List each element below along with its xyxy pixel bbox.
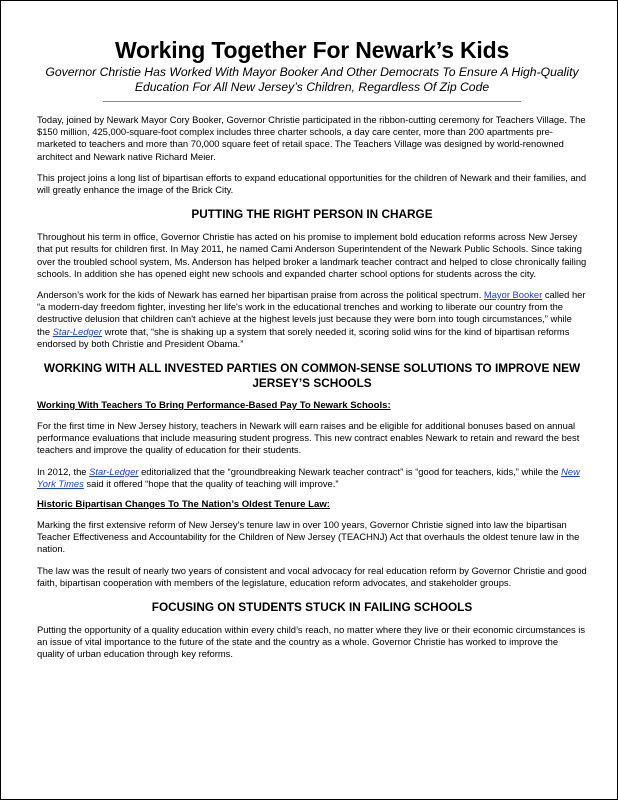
- document-subtitle: [37, 65, 587, 95]
- subtitle-line-1: Governor Christie Has Worked With Mayor Booker And Other Democrats To Ensure A High-Quality: [45, 65, 579, 79]
- section3-paragraph-1: Putting the opportunity of a quality education within every child’s reach, no matter where they live or their economic circumstances is an issue of vital importance to the future of the state and the country as a whole. Governor Christie has worked to improve the quality of urban education through key reforms.: [37, 624, 586, 660]
- subheading-tenure-law: Historic Bipartisan Changes To The Nation’s Oldest Tenure Law:: [37, 499, 331, 511]
- document-title: Working Together For Newark’s Kids: [114, 37, 510, 63]
- new-york-times-link[interactable]: New York Times: [37, 465, 580, 489]
- intro-paragraph-2: This project joins a long list of bipartisan efforts to expand educational opportunities for the children of Newark and their families, and will greatly enhance the image of the Brick City.: [37, 171, 587, 196]
- section2-paragraph-3: Marking the first extensive reform of New Jersey’s tenure law in over 100 years, Governor Christie signed into law the bipartisan Teacher Effectiveness and Accountability for the Children of New Jersey (TEACHNJ) Act that overhauls the oldest tenure law in the nation.: [37, 519, 580, 555]
- section1-paragraph-2: [37, 289, 587, 350]
- section2-paragraph-2: [37, 466, 587, 490]
- section2-paragraph-1: For the first time in New Jersey history, teachers in Newark will earn raises and be eligible for additional bonuses based on annual performance evaluations that include measuring student progress. This new contract enables Newark to retain and reward the best teachers and improve the quality of education for their students.: [37, 420, 580, 456]
- section1-p2-text-a: Anderson’s work for the kids of Newark has earned her bipartisan praise from across the political spectrum.: [37, 289, 484, 301]
- section2-heading-line-1: WORKING WITH ALL INVESTED PARTIES ON COMMON-SENSE SOLUTIONS TO IMPROVE NEW: [43, 361, 581, 376]
- section2-p2-text-c: said it offered “hope that the quality of teaching will improve.”: [83, 477, 339, 489]
- section2-p2-text-b: editorialized that the “groundbreaking Newark teacher contract” is “good for teachers, kids,” while the: [138, 465, 562, 477]
- section-heading-failing-schools: FOCUSING ON STUDENTS STUCK IN FAILING SCHOOLS: [151, 600, 473, 615]
- intro-paragraph-1: Today, joined by Newark Mayor Cory Booker, Governor Christie participated in the ribbon-cutting ceremony for Teachers Village. The $150 million, 425,000-square-foot complex includes three charter schools, a day care center, more than 200 apartments pre-marketed to teachers and more than 70,000 square feet of retail space. The Teachers Village was designed by world-renowned architect and Newark native Richard Meier.: [37, 114, 586, 162]
- star-ledger-link[interactable]: Star-Ledger: [52, 325, 102, 337]
- title-divider: [103, 101, 521, 102]
- document-content: [37, 37, 587, 670]
- mayor-booker-link[interactable]: Mayor Booker: [483, 289, 543, 301]
- subtitle-line-2: Education For All New Jersey’s Children, Regardless Of Zip Code: [134, 80, 490, 94]
- section1-paragraph-1: Throughout his term in office, Governor Christie has acted on his promise to implement bold education reforms across New Jersey that put results for children first. In May 2011, he named Cami Anderson Superintendent of the Newark Public Schools. Since taking over the troubled school system, Ms. Anderson has helped broker a landmark teacher contract and helped to close chronically failing schools. In addition she has opened eight new schools and expanded charter school options for students across the city.: [37, 231, 587, 279]
- section2-heading-line-2: JERSEY’S SCHOOLS: [252, 376, 372, 391]
- section2-paragraph-4: The law was the result of nearly two years of consistent and vocal advocacy for real education reform by Governor Christie and good faith, bipartisan cooperation with members of the legislature, education reform advocates, and stakeholder groups.: [37, 564, 587, 588]
- section1-p2-text-c: wrote that, “she is shaking up a system that sorely needed it, scoring solid wins for the kind of bipartisan reforms endorsed by both Christie and President Obama.”: [37, 325, 570, 349]
- subheading-performance-pay: Working With Teachers To Bring Performance-Based Pay To Newark Schools:: [37, 400, 391, 412]
- section2-p2-text-a: In 2012, the: [37, 465, 90, 477]
- star-ledger-editorial-link[interactable]: Star-Ledger: [89, 465, 139, 477]
- section1-p2-text-b: called her “a modern-day freedom fighter, investing her life's work in the educational trenches and working to liberate our country from the destructive delusion that children can't achieve at the highest levels just because they were born into tough circumstances,” while the: [37, 289, 586, 337]
- section-heading-right-person: PUTTING THE RIGHT PERSON IN CHARGE: [191, 207, 433, 222]
- section-heading-invested-parties: [37, 361, 587, 391]
